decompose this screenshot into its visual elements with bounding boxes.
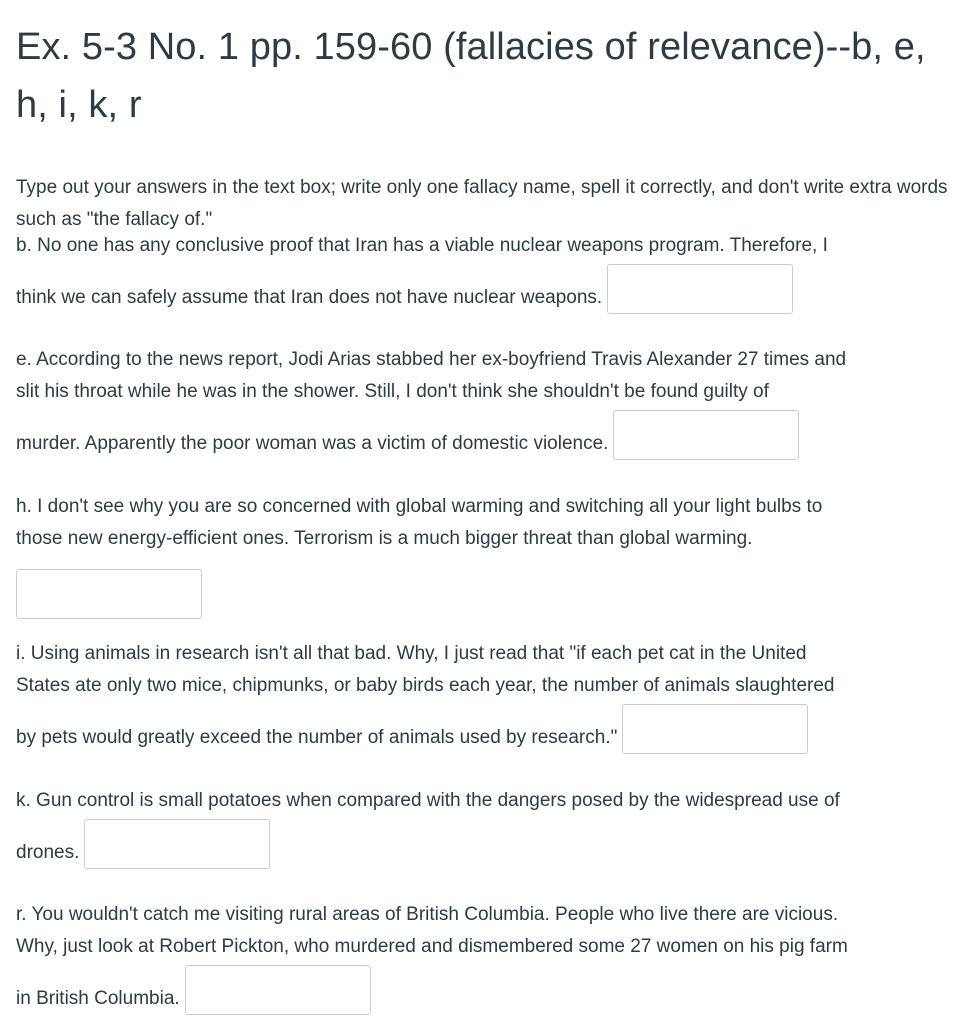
question-h-text-line-1: h. I don't see why you are so concerned with global warming and switching all your light bulbs to [16,496,823,517]
answer-input-k[interactable] [84,819,270,869]
question-r-text-line-1: r. You wouldn't catch me visiting rural areas of British Columbia. People who live there are vicious. [16,904,839,925]
page-title: Ex. 5-3 No. 1 pp. 159-60 (fallacies of relevance)--b, e, h, i, k, r [16,26,926,126]
question-i-text-line-1: i. Using animals in research isn't all that bad. Why, I just read that "if each pet cat in the United [16,643,807,664]
question-e [16,344,846,460]
question-i [16,638,834,754]
question-i-answer-row [16,702,834,754]
question-b [16,230,828,314]
question-i-text-line-3: by pets would greatly exceed the number of animals used by research." [16,727,618,748]
quiz-question-page [16,0,964,1009]
question-h-text-line-2: those new energy-efficient ones. Terrorism is a much bigger threat than global warming. [16,528,753,549]
question-b-text-line-1: b. No one has any conclusive proof that Iran has a viable nuclear weapons program. Therefore, I [16,235,828,256]
answer-input-h[interactable] [16,569,202,619]
instructions: Type out your answers in the text box; write only one fallacy name, spell it correctly, and don't write extra words such as "the fallacy of." [16,177,948,230]
question-e-answer-row [16,408,846,460]
question-b-answer-row [16,262,828,314]
question-k [16,785,840,869]
question-e-text-line-1: e. According to the news report, Jodi Arias stabbed her ex-boyfriend Travis Alexander 27 times and [16,349,847,370]
question-r-text-line-3: in British Columbia. [16,988,180,1009]
question-i-text-line-2: States ate only two mice, chipmunks, or baby birds each year, the number of animals slaughtered [16,675,835,696]
question-r-text-line-2: Why, just look at Robert Pickton, who murdered and dismembered some 27 women on his pig farm [16,936,848,957]
answer-input-e[interactable] [613,410,799,460]
question-k-text-line-1: k. Gun control is small potatoes when compared with the dangers posed by the widespread use of [16,790,840,811]
question-k-answer-row [16,817,840,869]
answer-input-i[interactable] [622,704,808,754]
question-e-text-line-3: murder. Apparently the poor woman was a victim of domestic violence. [16,433,609,454]
answer-input-r[interactable] [185,965,371,1015]
question-r-answer-row [16,963,848,1015]
question-r [16,899,848,1015]
answer-input-b[interactable] [607,264,793,314]
question-k-text-line-2: drones. [16,842,80,863]
question-h [16,491,822,619]
question-b-text-line-2: think we can safely assume that Iran does not have nuclear weapons. [16,287,603,308]
question-e-text-line-2: slit his throat while he was in the shower. Still, I don't think she shouldn't be found guilty of [16,381,769,402]
